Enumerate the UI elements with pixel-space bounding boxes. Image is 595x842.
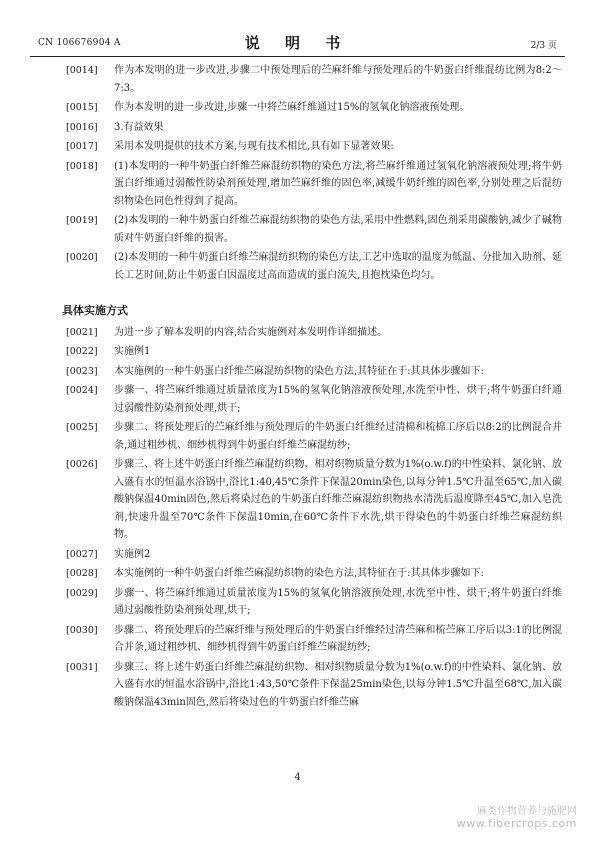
paragraph-text: 步骤二、将预处理后的苎麻纤维与预处理后的牛奶蛋白纤维经过清苎麻和梳苎麻工序后以3:1的比例混合并条,通过粗纱机、细纱机得到牛奶蛋白纤维苎麻混纺纱; — [114, 624, 562, 653]
section-heading: 具体实施方式 — [62, 304, 128, 317]
paragraph-number: [0020] — [66, 252, 98, 263]
paragraph-number: [0024] — [66, 385, 98, 396]
paragraph — [62, 585, 562, 620]
site-watermark — [457, 802, 577, 830]
watermark-site-name: 麻类作物营养与施肥网 — [477, 806, 577, 817]
paragraph — [62, 249, 562, 284]
document-body — [62, 62, 562, 713]
paragraph-number: [0014] — [66, 65, 98, 76]
paragraph-text: (2)本发明的一种牛奶蛋白纤维苎麻混纺织物的染色方法,工艺中选取的温度为低温、分批加入助剂、延长工艺时间,防止牛奶蛋白因温度过高而造成的蛋白流失,且抱枕染色均匀。 — [114, 252, 562, 281]
paragraph — [62, 419, 562, 454]
paragraph-number: [0023] — [66, 365, 98, 377]
patent-number: CN 106676904 A — [38, 38, 121, 48]
paragraph-text: 本实施例的一种牛奶蛋白纤维苎麻混纺织物的染色方法,其特征在于:其具体步骤如下: — [114, 568, 484, 579]
paragraph — [62, 138, 562, 156]
paragraph-text: 采用本发明提供的技术方案,与现有技术相比,具有如下显著效果: — [114, 141, 394, 152]
paragraph-number: [0031] — [66, 661, 98, 673]
paragraph-number: [0028] — [66, 568, 98, 579]
paragraph-text: 本实施例的一种牛奶蛋白纤维苎麻混纺织物的染色方法,其特征在于:其具体步骤如下: — [114, 365, 484, 377]
paragraph-number: [0022] — [66, 346, 98, 357]
paragraph-text: 步骤三、将上述牛奶蛋白纤维苎麻混纺织物、相对织物质量分数为1%(o.w.f)的中性染料、氯化钠、放入盛有水的恒温水浴锅中,浴比1:40,45℃条件下保温20min染色,以每分钟1.5℃升温至65℃,加入碳酸钠保温40min固色,然后将染过色的牛奶蛋白纤维苎麻混纺织物热水清洗后温度降至45℃,加入皂洗剂,快速升温至70℃条件下保温10min,在60℃条件下水洗,烘干得染色的牛奶蛋白纤维苎麻混纺织物。 — [114, 459, 562, 540]
paragraph-number: [0017] — [66, 141, 98, 152]
paragraph-number: [0025] — [66, 422, 98, 433]
paragraph-number: [0016] — [66, 121, 98, 133]
paragraph-group-embodiments — [62, 324, 562, 712]
paragraph — [62, 119, 562, 137]
page-number: 4 — [294, 772, 301, 783]
paragraph — [62, 343, 562, 361]
paragraph-number: [0015] — [66, 102, 98, 113]
paragraph — [62, 659, 562, 712]
paragraph-text: 为进一步了解本发明的内容,结合实施例对本发明作详细描述。 — [114, 326, 388, 338]
paragraph — [62, 212, 562, 247]
paragraph — [62, 62, 562, 97]
paragraph — [62, 363, 562, 381]
paragraph-number: [0026] — [66, 459, 98, 470]
paragraph-group-effects — [62, 62, 562, 284]
paragraph — [62, 382, 562, 417]
paragraph-text: 实施例1 — [114, 346, 151, 357]
paragraph-text: 实施例2 — [114, 548, 151, 560]
paragraph-number: [0018] — [66, 160, 98, 172]
paragraph-text: 步骤一、将苎麻纤维通过质量浓度为15%的氢氧化钠溶液预处理,水洗至中性、烘干;将牛奶蛋白纤通过弱酸性防染剂预处理,烘干; — [114, 385, 562, 414]
paragraph — [62, 622, 562, 657]
paragraph-number: [0030] — [66, 624, 98, 636]
paragraph-text: 步骤三、将上述牛奶蛋白纤维苎麻混纺织物、相对织物质量分数为1%(o.w.f)的中性染料、氯化钠、放入盛有水的恒温水浴锅中,浴比1:43,50℃条件下保温25min染色,以每分钟1.5℃升温至68℃,加入碳酸钠保温43min固色,然后将染过色的牛奶蛋白纤维苎麻 — [114, 661, 562, 708]
paragraph-text: 步骤二、将预处理后的苎麻纤维与预处理后的牛奶蛋白纤维经过清棉和梳棉工序后以8:2的比例混合并条,通过粗纱机、细纱机得到牛奶蛋白纤维苎麻混纺纱; — [114, 422, 562, 451]
paragraph-number: [0019] — [66, 215, 98, 226]
paragraph-text: 作为本发明的进一步改进,步骤一中将苎麻纤维通过15%的氢氧化钠溶液预处理。 — [114, 102, 470, 113]
paragraph-text: 步骤一、将苎麻纤维通过质量浓度为15%的氢氧化钠溶液预处理,水洗至中性、烘干;将牛奶蛋白纤维通过弱酸性防染剂预处理,烘干; — [114, 587, 562, 616]
page-info: 2/3 页 — [530, 41, 557, 51]
paragraph — [62, 324, 562, 342]
paragraph — [62, 456, 562, 544]
document-title: 说 明 书 — [244, 34, 351, 52]
watermark-url: www.fibercrops.com — [456, 817, 577, 830]
page-header — [0, 0, 595, 60]
paragraph-text: 3.有益效果 — [114, 121, 164, 133]
paragraph-text: 作为本发明的进一步改进,步骤二中预处理后的苎麻纤维与预处理后的牛奶蛋白纤维混纺比例为8:2～7:3。 — [114, 65, 562, 94]
paragraph-number: [0027] — [66, 548, 98, 560]
paragraph — [62, 158, 562, 211]
paragraph-number: [0029] — [66, 587, 98, 599]
paragraph-text: (1)本发明的一种牛奶蛋白纤维苎麻混纺织物的染色方法,将苎麻纤维通过氢氧化钠溶液预处理;将牛奶蛋白纤维通过弱酸性防染剂预处理,增加苎麻纤维的固色率,减缓牛奶纤维的固色率,分别处理之后混纺织物染色同色性得到了提高。 — [114, 160, 562, 207]
paragraph — [62, 546, 562, 564]
header-divider — [30, 56, 565, 57]
paragraph — [62, 565, 562, 583]
paragraph-text: (2)本发明的一种牛奶蛋白纤维苎麻混纺织物的染色方法,采用中性燃料,固色剂采用碳酸钠,减少了碱物质对牛奶蛋白纤维的损害。 — [114, 215, 562, 244]
paragraph-number: [0021] — [66, 326, 98, 338]
paragraph — [62, 99, 562, 117]
